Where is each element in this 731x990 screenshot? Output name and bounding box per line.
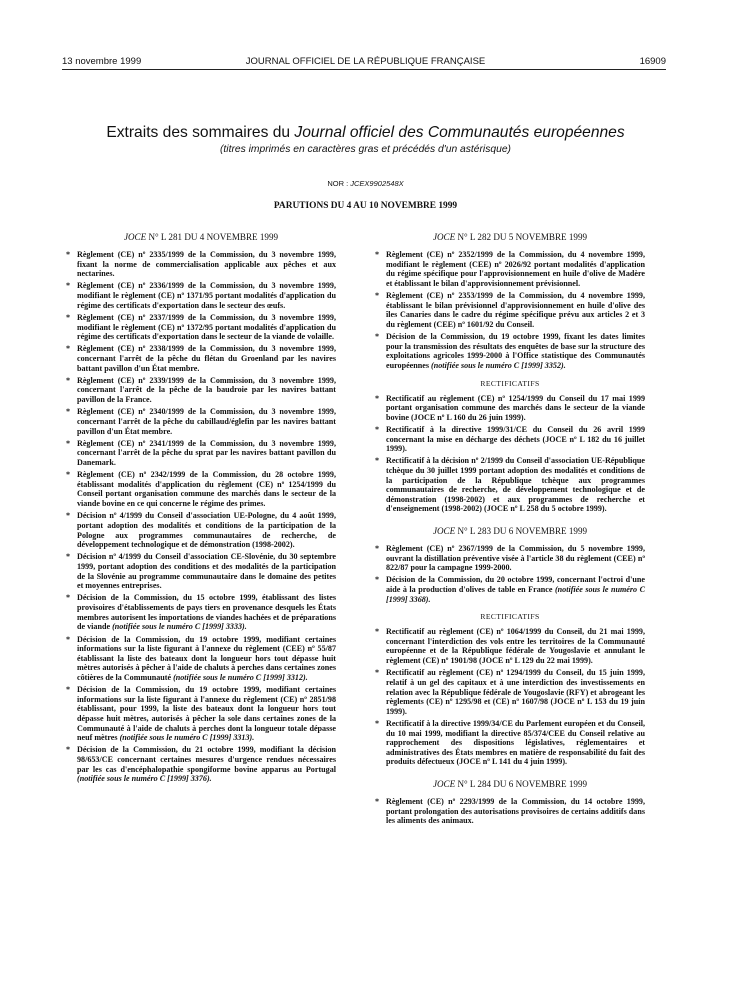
- asterisk-marker: *: [66, 250, 71, 259]
- list-item: [375, 797, 645, 826]
- entry-text: Décision nº 4/1999 du Conseil d'association CE-Slovénie, du 30 septembre 1999, portant adoption des conditions et des modalités de la participation de la Slovénie au programme communautaire dans le domaine des petites et moyennes entreprises.: [77, 552, 336, 591]
- asterisk-marker: *: [66, 312, 71, 322]
- page-subtitle: (titres imprimés en caractères gras et précédés d'un astérisque): [220, 144, 511, 155]
- list-item: [375, 456, 645, 514]
- entry-text: Règlement (CE) nº 2353/1999 de la Commission, du 4 novembre 1999, établissant le bilan prévisionnel d'approvisionnement en huile d'olive des îles Canaries dans le cadre du régime spécifique prévu aux articles 2 et 3 du règlement (CEE) nº 1601/92 du Conseil.: [386, 291, 645, 329]
- rectificatifs-heading-282: RECTIFICATIFS: [480, 378, 540, 388]
- entry-text: Règlement (CE) nº 2340/1999 de la Commission, du 3 novembre 1999, concernant l'arrêt de la pêche du cabillaud/églefin par les navires battant pavillon d'un État membre.: [77, 407, 336, 436]
- left-column: [66, 232, 336, 787]
- list-item: [66, 344, 336, 373]
- entry-text: Règlement (CE) nº 2352/1999 de la Commission, du 4 novembre 1999, modifiant le règlement (CEE) nº 2026/92 portant modalités d'application du régime spécifique pour l'approvisionnement en huile d'olive de Madère et établissant le bilan d'approvisionnement prévisionnel.: [386, 250, 645, 288]
- asterisk-marker: *: [66, 375, 71, 385]
- entry-text: Rectificatif au règlement (CE) nº 1294/1999 du Conseil, du 15 juin 1999, relatif à un gel des capitaux et à une interdiction des investissements en relation avec la République fédérale de Yougoslavie (RFY) et abrogeant les règlements (CE) nº 1295/98 et (CE) nº 1607/98 (JOCE nº L 153 du 19 juin 1999).: [386, 668, 645, 716]
- asterisk-marker: *: [375, 796, 380, 806]
- asterisk-marker: *: [375, 718, 380, 728]
- nor-reference: [0, 179, 731, 188]
- nor-label: NOR :: [327, 179, 351, 188]
- list-item: [375, 627, 645, 665]
- list-item: [66, 313, 336, 342]
- entry-text: Règlement (CE) nº 2367/1999 de la Commission, du 5 novembre 1999, ouvrant la distillation préventive visée à l'article 38 du règlement (CEE) nº 822/87 pour la campagne 1999-2000.: [386, 544, 645, 573]
- list-item: [66, 470, 336, 508]
- asterisk-marker: *: [66, 593, 71, 603]
- list-item: [375, 719, 645, 767]
- entry-text: Règlement (CE) nº 2293/1999 de la Commission, du 14 octobre 1999, portant prolongation des autorisations provisoires de certains additifs dans les aliments des animaux.: [386, 796, 645, 826]
- header-rule: [62, 69, 666, 70]
- asterisk-marker: *: [66, 552, 71, 562]
- asterisk-marker: *: [66, 685, 71, 695]
- list-item: [66, 250, 336, 279]
- list-item: [375, 332, 645, 370]
- entry-text: Règlement (CE) nº 2338/1999 de la Commission, du 3 novembre 1999, concernant l'arrêt de la pêche du flétan du Groenland par les navires battant pavillon d'un État membre.: [77, 344, 336, 373]
- page-header: [0, 56, 731, 70]
- entry-list-281: [66, 250, 336, 784]
- entry-text: Règlement (CE) nº 2337/1999 de la Commission, du 3 novembre 1999, modifiant le règlement (CE) nº 1372/95 portant modalités d'application du régime des certificats d'exportation dans le secteur de la viande de volaille.: [77, 312, 336, 342]
- list-item: [66, 552, 336, 590]
- asterisk-marker: *: [66, 438, 71, 448]
- entry-text: Décision nº 4/1999 du Conseil d'association UE-Pologne, du 4 août 1999, portant adoption des modalités et conditions de la participation de la Pologne aux programmes communautaires de recherche, de développement technologique et de démonstration (1998-2002).: [77, 511, 336, 550]
- asterisk-marker: *: [375, 250, 380, 259]
- entry-text: Rectificatif au règlement (CE) nº 1254/1999 du Conseil du 17 mai 1999 portant organisation commune des marchés dans le secteur de la viande bovine (JOCE nº L 160 du 26 juin 1999).: [386, 393, 645, 422]
- entry-text: Rectificatif au règlement (CE) nº 1064/1999 du Conseil, du 21 mai 1999, concernant l'interdiction des vols entre les territoires de la Communauté européenne et de la République fédérale de Yougoslavie et annulant le règlement (CE) nº 1901/98 (JOCE nº L 129 du 22 mai 1999).: [386, 627, 645, 666]
- asterisk-marker: *: [375, 332, 380, 342]
- list-item: [66, 593, 336, 631]
- asterisk-marker: *: [375, 668, 380, 678]
- entry-text: Décision de la Commission, du 19 octobre 1999, modifiant certaines informations sur la liste figurant à l'annexe du règlement (CEE) nº 55/87 établissant la liste des bateaux dont la longueur hors tout dépasse huit mètres autorisés à pêcher à l'aide de chaluts à perches dans certaines zones côtières de la Communauté: [77, 634, 336, 682]
- entry-text: Règlement (CE) nº 2341/1999 de la Commission, du 3 novembre 1999, concernant l'arrêt de la pêche du sprat par les navires battant pavillon du Danemark.: [77, 438, 336, 467]
- list-item: [66, 685, 336, 743]
- list-item: [66, 511, 336, 549]
- list-item: [375, 250, 645, 288]
- asterisk-marker: *: [66, 470, 71, 480]
- entry-list-282: [375, 250, 645, 371]
- entry-text: Rectificatif à la décision nº 2/1999 du Conseil d'association UE-République tchèque du 30 juillet 1999 portant adoption des modalités et conditions de la participation de la République tchèque aux programmes communautaires de recherche, de développement technologique et de démonstration (1998-2002) et aux programmes de recherche et d'enseignement (1998-2002) (JOCE nº L 258 du 5 octobre 1999).: [386, 456, 645, 514]
- entry-text: Décision de la Commission, du 19 octobre 1999, modifiant certaines informations sur la liste figurant à l'annexe du règlement (CE) nº 2851/98 établissant, pour 1999, la liste des bateaux dont la longueur hors tout dépasse huit mètres, autorisés à pêcher la sole dans certaines zones de la Communauté à l'aide de chaluts à perches dont la longueur totale dépasse neuf mètres: [77, 685, 336, 743]
- issue-number: N° L 284 DU 6 NOVEMBRE 1999: [457, 778, 588, 789]
- asterisk-marker: *: [375, 627, 380, 637]
- entry-notification: (notifiée sous le numéro C [1999] 3368).: [386, 585, 645, 604]
- entry-list-284: [375, 797, 645, 826]
- entry-text: Décision de la Commission, du 21 octobre 1999, modifiant la décision 98/653/CE concernant certaines mesures d'urgence rendues nécessaires par les cas d'encéphalopathie spongiforme bovine apparus au Portugal: [77, 745, 336, 774]
- issue-prefix: JOCE: [432, 232, 456, 242]
- list-item: [375, 668, 645, 716]
- parutions-heading: PARUTIONS DU 4 AU 10 NOVEMBRE 1999: [273, 201, 458, 211]
- list-item: [375, 544, 645, 573]
- entry-list-283: [375, 544, 645, 604]
- asterisk-marker: *: [375, 393, 380, 403]
- issue-number: N° L 282 DU 5 NOVEMBRE 1999: [457, 232, 588, 242]
- asterisk-marker: *: [66, 344, 71, 354]
- list-item: [375, 394, 645, 423]
- entry-notification: (notifiée sous le numéro C [1999] 3312).: [173, 672, 308, 682]
- asterisk-marker: *: [66, 407, 71, 417]
- asterisk-marker: *: [66, 511, 71, 521]
- issue-prefix: JOCE: [432, 778, 456, 789]
- entry-text: Règlement (CE) nº 2336/1999 de la Commission, du 3 novembre 1999, modifiant le règlement (CE) nº 1371/95 portant modalités d'application du régime des certificats d'exportation dans le secteur des œufs.: [77, 281, 336, 310]
- asterisk-marker: *: [375, 291, 380, 301]
- title-italic: Journal officiel des Communautés européennes: [294, 124, 625, 141]
- asterisk-marker: *: [66, 281, 71, 291]
- list-item: [375, 425, 645, 454]
- issue-number: N° L 283 DU 6 NOVEMBRE 1999: [457, 526, 588, 536]
- list-item: [66, 635, 336, 683]
- issue-heading-284: [375, 779, 645, 789]
- asterisk-marker: *: [375, 575, 380, 585]
- entry-text: Règlement (CE) nº 2339/1999 de la Commission, du 3 novembre 1999, concernant l'arrêt de la pêche de la baudroie par les navires battant pavillon de la France.: [77, 375, 336, 405]
- list-item: [66, 376, 336, 405]
- entry-text: Rectificatif à la directive 1999/34/CE du Parlement européen et du Conseil, du 10 mai 1999, modifiant la directive 85/374/CEE du Conseil relative au rapprochement des dispositions législatives, réglementaires et administratives des États membres en matière de responsabilité du fait des produits défectueux (JOCE nº L 141 du 4 juin 1999).: [386, 718, 645, 767]
- issue-prefix: JOCE: [432, 526, 456, 536]
- list-item: [375, 291, 645, 329]
- rect-list-283: [375, 627, 645, 767]
- issue-heading-283: [375, 526, 645, 536]
- entry-text: Rectificatif à la directive 1999/31/CE du Conseil du 26 avril 1999 concernant la mise en décharge des déchets (JOCE nº L 182 du 16 juillet 1999).: [386, 424, 645, 454]
- header-date: 13 novembre 1999: [62, 56, 142, 67]
- entry-text: Décision de la Commission, du 19 octobre 1999, fixant les dates limites pour la transmission des résultats des enquêtes de base sur la structure des exploitations agricoles 1999-2000 à l'Office statistique des Communautés européennes: [386, 332, 645, 370]
- nor-code: JCEX9902548X: [350, 179, 404, 188]
- issue-heading-281: [66, 232, 336, 242]
- entry-notification: (notifiée sous le numéro C [1999] 3333).: [112, 622, 247, 632]
- entry-text: Règlement (CE) nº 2335/1999 de la Commission, du 3 novembre 1999, fixant la norme de commercialisation applicable aux pêches et aux nectarines.: [77, 250, 336, 279]
- rectificatifs-heading-283: RECTIFICATIFS: [480, 612, 540, 622]
- asterisk-marker: *: [66, 634, 71, 644]
- entry-text: Décision de la Commission, du 20 octobre 1999, concernant l'octroi d'une aide à la production d'olives de table en France: [386, 575, 645, 595]
- list-item: [66, 407, 336, 436]
- list-item: [66, 281, 336, 310]
- issue-prefix: JOCE: [123, 232, 147, 242]
- asterisk-marker: *: [66, 745, 71, 755]
- entry-notification: (notifiée sous le numéro C [1999] 3352).: [431, 360, 566, 370]
- header-journal: JOURNAL OFFICIEL DE LA RÉPUBLIQUE FRANÇAISE: [245, 56, 486, 67]
- rect-list-282: [375, 394, 645, 515]
- entry-notification: (notifiée sous le numéro C [1999] 3376).: [77, 774, 212, 784]
- right-column: [375, 232, 645, 828]
- issue-heading-282: [375, 232, 645, 242]
- list-item: [66, 745, 336, 783]
- asterisk-marker: *: [375, 456, 380, 466]
- entry-notification: (notifiée sous le numéro C [1999] 3313).: [119, 733, 255, 743]
- page-title: [0, 124, 731, 142]
- list-item: [66, 439, 336, 468]
- entry-text: Règlement (CE) nº 2342/1999 de la Commission, du 28 octobre 1999, établissant modalités d'application du règlement (CE) nº 1254/1999 du Conseil portant organisation commune des marchés dans le secteur de la viande bovine en ce qui concerne le régime des primes.: [77, 470, 336, 509]
- title-lead: Extraits des sommaires du: [106, 124, 295, 141]
- list-item: [375, 575, 645, 604]
- asterisk-marker: *: [375, 544, 380, 553]
- entry-text: Décision de la Commission, du 15 octobre 1999, établissant des listes provisoires d'établissements de pays tiers en provenance desquels les États membres autorisent les importations de viandes hachées et de préparations de viande: [77, 593, 336, 632]
- asterisk-marker: *: [375, 424, 380, 434]
- header-page-number: 16909: [639, 56, 666, 67]
- issue-number: N° L 281 DU 4 NOVEMBRE 1999: [148, 232, 279, 242]
